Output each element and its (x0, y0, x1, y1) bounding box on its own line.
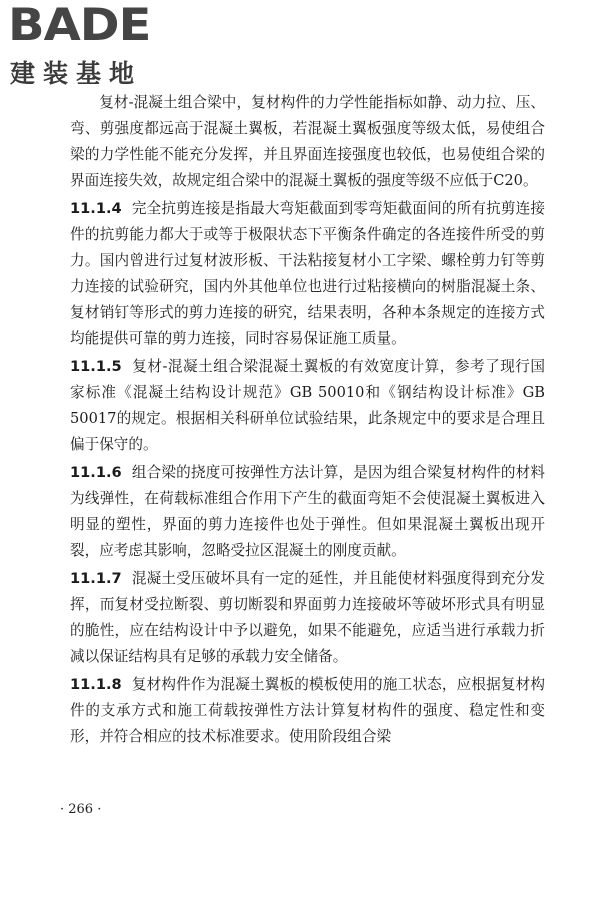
section-11-1-7 (70, 566, 545, 670)
section-number: 11.1.4 (70, 200, 122, 217)
section-11-1-4 (70, 196, 545, 352)
logo-subtitle: 建装基地 (10, 59, 143, 88)
section-text: 组合梁的挠度可按弹性方法计算，是因为组合梁复材构件的材料为线弹性，在荷载标准组合作用下产生的截面弯矩不会使混凝土翼板进入明显的塑性，界面的剪力连接件也处于弹性。但如果混凝土翼板出现开裂，应考虑其影响，忽略受拉区混凝土的刚度贡献。 (70, 464, 545, 559)
logo (8, 0, 178, 90)
section-11-1-8 (70, 672, 545, 750)
page-number: · 266 · (60, 802, 102, 817)
section-11-1-6 (70, 460, 545, 564)
section-text: 完全抗剪连接是指最大弯矩截面到零弯矩截面间的所有抗剪连接件的抗剪能力都大于或等于极限状态下平衡条件确定的各连接件所受的剪力。国内曾进行过复材波形板、干法粘接复材小工字梁、螺栓剪力钉等剪力连接的试验研究，国内外其他单位也进行过粘接横向的树脂混凝土条、复材销钉等形式的剪力连接的研究，结果表明，各种本条规定的连接方式均能提供可靠的剪力连接，同时容易保证施工质量。 (70, 200, 545, 347)
section-number: 11.1.7 (70, 570, 122, 587)
section-text: 复材构件作为混凝土翼板的模板使用的施工状态，应根据复材构件的支承方式和施工荷载按弹性方法计算复材构件的强度、稳定性和变形，并符合相应的技术标准要求。使用阶段组合梁 (70, 676, 545, 745)
section-number: 11.1.5 (70, 358, 122, 375)
intro-paragraph: 复材-混凝土组合梁中，复材构件的力学性能指标如静、动力拉、压、弯、剪强度都远高于混凝土翼板，若混凝土翼板强度等级太低，易使组合梁的力学性能不能充分发挥，并且界面连接强度也较低，也易使组合梁的界面连接失效，故规定组合梁中的混凝土翼板的强度等级不应低于C20。 (70, 94, 545, 189)
section-number: 11.1.8 (70, 676, 122, 693)
document-body (70, 90, 545, 750)
section-text: 复材-混凝土组合梁混凝土翼板的有效宽度计算，参考了现行国家标准《混凝土结构设计规范》GB 50010和《钢结构设计标准》GB 50017的规定。根据相关科研单位试验结果，此条规定中的要求是合理且偏于保守的。 (70, 358, 545, 453)
logo-wordmark: BADE (8, 0, 151, 51)
section-11-1-5 (70, 354, 545, 458)
section-number: 11.1.6 (70, 464, 122, 481)
section-text: 混凝土受压破坏具有一定的延性，并且能使材料强度得到充分发挥，而复材受拉断裂、剪切断裂和界面剪力连接破坏等破坏形式具有明显的脆性，应在结构设计中予以避免，如果不能避免，应适当进行承载力折减以保证结构具有足够的承载力安全储备。 (70, 570, 545, 665)
